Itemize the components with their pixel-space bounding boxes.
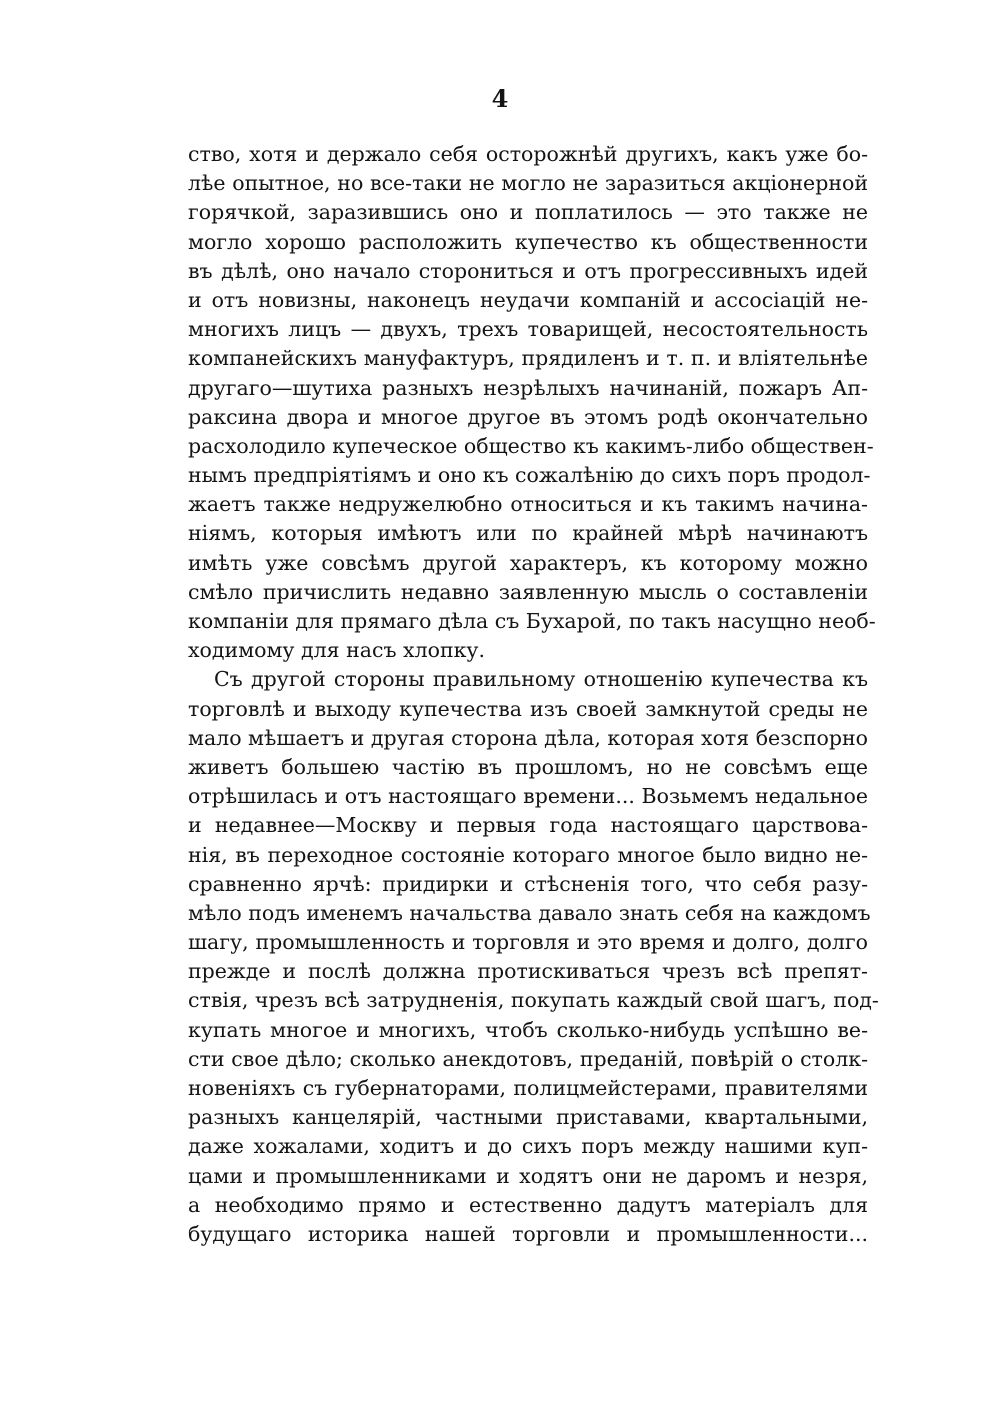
text-line: могло хорошо расположить купечество къ общественности: [188, 229, 868, 254]
text-line: смѣло причислить недавно заявленную мысль о составленіи: [188, 579, 868, 604]
text-line: ствія, чрезъ всѣ затрудненія, покупать каждый свой шагъ, под-: [188, 988, 879, 1013]
text-line: купать многое и многихъ, чтобъ сколько-нибудь успѣшно ве-: [188, 1017, 868, 1042]
text-line: ніямъ, которыя имѣютъ или по крайней мѣрѣ начинаютъ: [188, 521, 868, 546]
text-line: компанейскихъ мануфактуръ, прядиленъ и т. п. и вліятельнѣе: [188, 346, 868, 371]
text-line: другаго—шутиха разныхъ незрѣлыхъ начинаній, пожаръ Ап-: [188, 375, 868, 400]
text-line: расхолодило купеческое общество къ какимъ-либо обществен-: [188, 433, 874, 458]
text-line: многихъ лицъ — двухъ, трехъ товарищей, несостоятельность: [188, 317, 868, 342]
text-line: ство, хотя и держало себя осторожнѣй другихъ, какъ уже бо-: [188, 142, 868, 166]
text-line: цами и промышленниками и ходятъ они не даромъ и незря,: [188, 1163, 868, 1188]
paragraph-2: [188, 665, 879, 1249]
text-line: прежде и послѣ должна протискиваться чрезъ всѣ препят-: [188, 959, 868, 984]
text-line: жаетъ также недружелюбно относиться и къ такимъ начина-: [188, 492, 868, 517]
text-line: ходимому для насъ хлопку.: [188, 638, 485, 663]
text-line: даже хожалами, ходитъ и до сихъ поръ между нашими куп-: [188, 1134, 868, 1159]
text-line: разныхъ канцелярій, частными приставами, квартальными,: [188, 1105, 868, 1130]
text-line: шагу, промышленность и торговля и это время и долго, долго: [188, 930, 868, 955]
body-text: [188, 140, 879, 1249]
text-line: а необходимо прямо и естественно дадутъ матеріалъ для: [188, 1192, 868, 1217]
text-line: сти свое дѣло; сколько анекдотовъ, преданій, повѣрій о столк-: [188, 1046, 868, 1071]
text-line: будущаго историка нашей торговли и промышленности...: [188, 1221, 868, 1246]
text-line: раксина двора и многое другое въ этомъ родѣ окончательно: [188, 404, 868, 429]
text-line: сравненно ярчѣ: придирки и стѣсненія того, что себя разу-: [188, 871, 868, 896]
text-line: мало мѣшаетъ и другая сторона дѣла, которая хотя безспорно: [188, 725, 868, 750]
text-line: нія, въ переходное состояніе котораго многое было видно не-: [188, 842, 868, 867]
text-line: нымъ предпріятіямъ и оно къ сожалѣнію до сихъ поръ продол-: [188, 463, 871, 488]
paragraph-1: [188, 140, 876, 665]
text-line: Съ другой стороны правильному отношенію купечества къ: [214, 667, 868, 692]
text-line: въ дѣлѣ, оно начало сторониться и отъ прогрессивныхъ идей: [188, 258, 868, 283]
text-line: мѣло подъ именемъ начальства давало знать себя на каждомъ: [188, 900, 871, 925]
text-line: компаніи для прямаго дѣла съ Бухарой, по такъ насущно необ-: [188, 609, 876, 633]
text-line: горячкой, заразившись оно и поплатилось — это также не: [188, 200, 868, 225]
text-line: имѣть уже совсѣмъ другой характеръ, къ которому можно: [188, 550, 868, 575]
text-line: торговлѣ и выходу купечества изъ своей замкнутой среды не: [188, 696, 868, 721]
text-line: и недавнее—Москву и первыя года настоящаго царствова-: [188, 813, 868, 838]
text-line: живетъ большею частію въ прошломъ, но не совсѣмъ еще: [188, 754, 868, 779]
text-line: новеніяхъ съ губернаторами, полицмейстерами, правителями: [188, 1076, 868, 1100]
text-line: и отъ новизны, наконецъ неудачи компаній и ассосіацій не-: [188, 287, 868, 312]
text-line: отрѣшилась и отъ настоящаго времени... Возьмемъ недальное: [188, 784, 868, 809]
page-number: 4: [491, 84, 509, 113]
text-line: лѣе опытное, но все-таки не могло не заразиться акціонерной: [188, 171, 868, 196]
